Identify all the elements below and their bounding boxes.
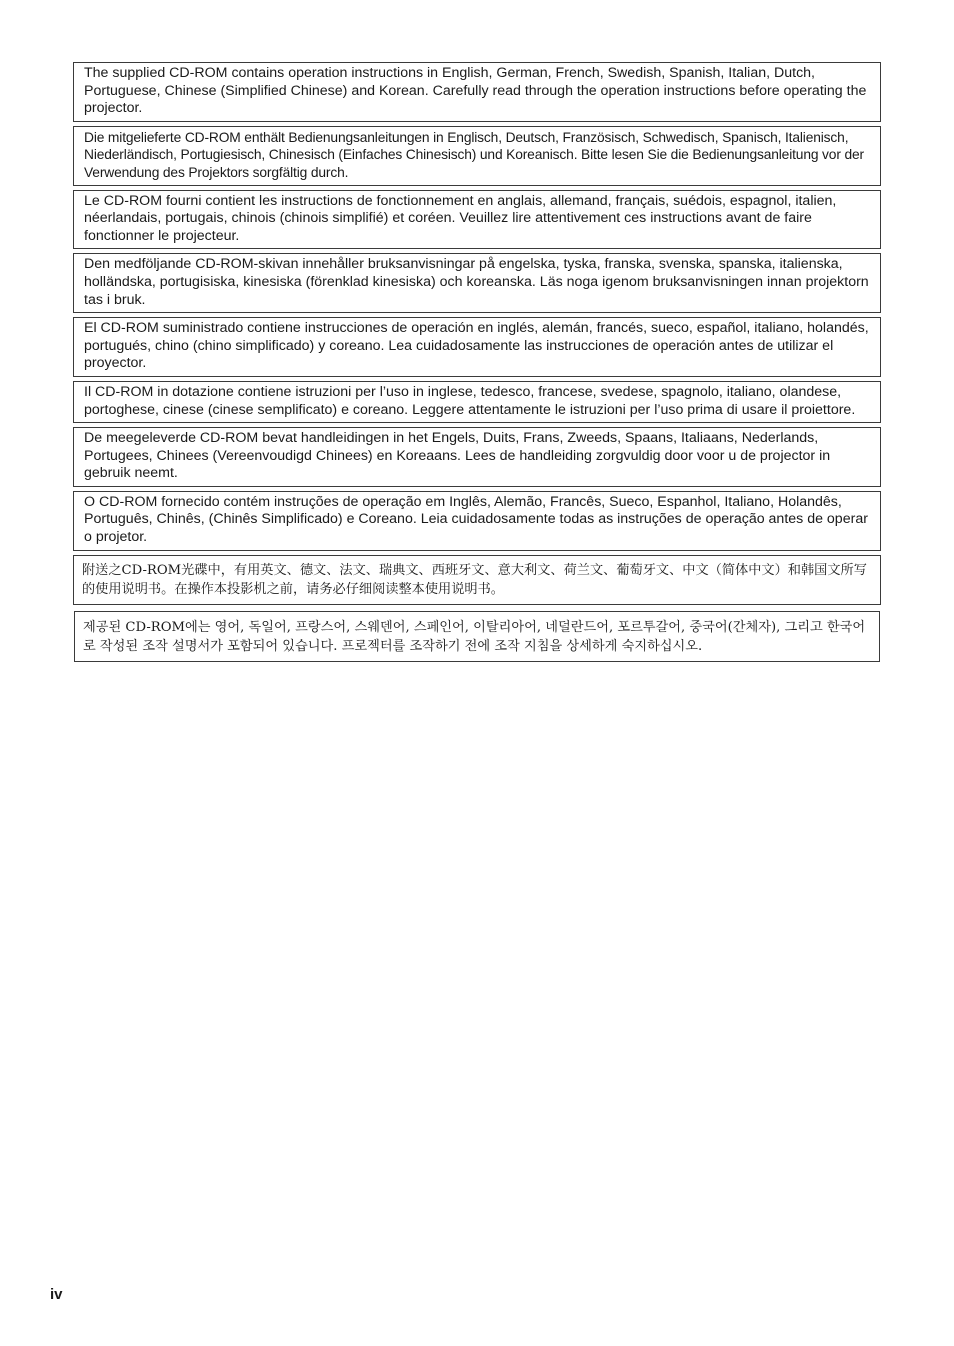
notice-chinese: 附送之CD-ROM光碟中，有用英文、德文、法文、瑞典文、西班牙文、意大利文、荷兰文、葡萄牙文、中文（简体中文）和韩国文所写的使用说明书。在操作本投影机之前，请务必仔细阅读整本使用说明书。 — [73, 555, 881, 605]
page-number: iv — [50, 1286, 63, 1303]
notice-dutch: De meegeleverde CD-ROM bevat handleidingen in het Engels, Duits, Frans, Zweeds, Spaans, Italiaans, Nederlands, Portugees, Chinees (Vereenvoudigd Chinees) en Koreaans. Lees de handleiding zorgvuldig door voor u de projector in gebruik neemt. — [73, 427, 881, 487]
notice-spanish: El CD-ROM suministrado contiene instrucciones de operación en inglés, alemán, francés, sueco, español, italiano, holandés, portugués, chino (chino simplificado) y coreano. Lea cuidadosamente las instrucciones de operación antes de utilizar el proyector. — [73, 317, 881, 377]
notice-swedish: Den medföljande CD-ROM-skivan innehåller bruksanvisningar på engelska, tyska, franska, svenska, spanska, italienska, holländska, portugisiska, kinesiska (förenklad kinesiska) och koreanska. Läs noga igenom bruksanvisningen innan projektorn tas i bruk. — [73, 253, 881, 313]
cd-rom-language-notices — [73, 62, 881, 666]
notice-french: Le CD-ROM fourni contient les instructions de fonctionnement en anglais, allemand, français, suédois, espagnol, italien, néerlandais, portugais, chinois (chinois simplifié) et coréen. Veuillez lire attentivement ces instructions avant de faire fonctionner le projecteur. — [73, 190, 881, 250]
notice-korean: 제공된 CD-ROM에는 영어, 독일어, 프랑스어, 스웨덴어, 스페인어, 이탈리아어, 네덜란드어, 포르투갈어, 중국어(간체자), 그리고 한국어로 작성된 조작 설명서가 포함되어 있습니다. 프로젝터를 조작하기 전에 조작 지침을 상세하게 숙지하십시오. — [74, 611, 880, 662]
notice-german: Die mitgelieferte CD-ROM enthält Bedienungsanleitungen in Englisch, Deutsch, Französisch, Schwedisch, Spanisch, Italienisch, Niederländisch, Portugiesisch, Chinesisch (Einfaches Chinesisch) und Koreanisch. Bitte lesen Sie die Bedienungsanleitung vor der Verwendung des Projektors sorgfältig durch. — [73, 126, 881, 186]
notice-english: The supplied CD-ROM contains operation instructions in English, German, French, Swedish, Spanish, Italian, Dutch, Portuguese, Chinese (Simplified Chinese) and Korean. Carefully read through the operation instructions before operating the projector. — [73, 62, 881, 122]
notice-portuguese: O CD-ROM fornecido contém instruções de operação em Inglês, Alemão, Francês, Sueco, Espanhol, Italiano, Holandês, Português, Chinês, (Chinês Simplificado) e Coreano. Leia cuidadosamente todas as instruções de operação antes de operar o projetor. — [73, 491, 881, 551]
notice-italian: Il CD-ROM in dotazione contiene istruzioni per l’uso in inglese, tedesco, francese, svedese, spagnolo, italiano, olandese, portoghese, cinese (cinese semplificato) e coreano. Leggere attentamente le istruzioni per l’uso prima di usare il proiettore. — [73, 381, 881, 423]
